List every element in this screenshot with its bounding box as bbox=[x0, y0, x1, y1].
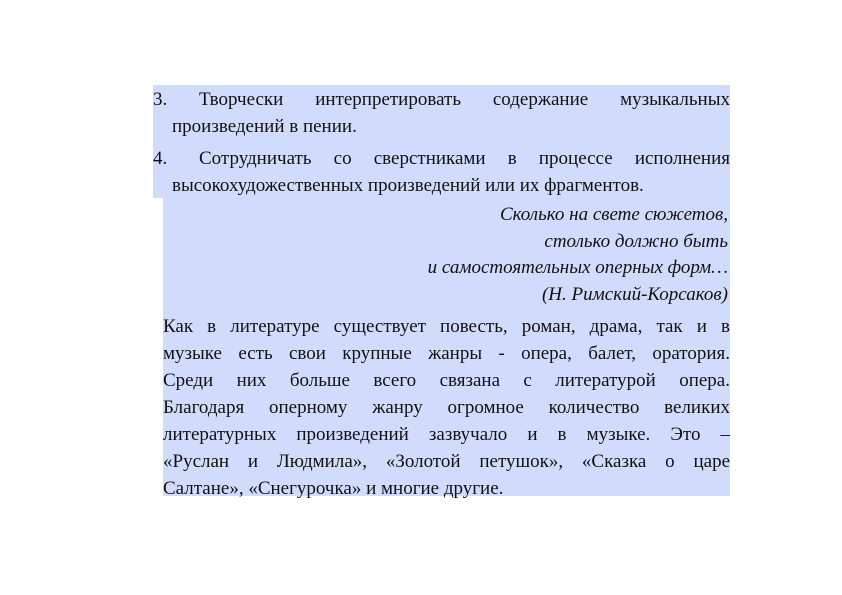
paragraph-line: Как в литературе существует повесть, роман, драма, так и в bbox=[163, 316, 730, 337]
list-text-line-1: Творчески интерпретировать содержание музыкальных bbox=[199, 89, 730, 110]
paragraph-line: «Руслан и Людмила», «Золотой петушок», «Сказка о царе bbox=[163, 451, 730, 472]
epigraph-line: столько должно быть bbox=[544, 230, 728, 252]
epigraph bbox=[163, 202, 728, 308]
epigraph-attribution: (Н. Римский-Корсаков) bbox=[541, 283, 728, 305]
list-number: 3. bbox=[153, 89, 168, 110]
list-text-line-1: Сотрудничать со сверстниками в процессе исполнения bbox=[199, 148, 730, 169]
list-item-first-line bbox=[153, 145, 730, 172]
list-number: 4. bbox=[153, 148, 168, 169]
list-item-3 bbox=[153, 86, 730, 140]
body-paragraph bbox=[163, 313, 730, 502]
list-item-4 bbox=[153, 145, 730, 199]
list-item-first-line bbox=[153, 86, 730, 113]
list-text-line-2: произведений в пении. bbox=[172, 116, 357, 137]
paragraph-line: литературных произведений зазвучало и в музыке. Это – bbox=[163, 424, 730, 445]
paragraph-line: Среди них больше всего связана с литературой опера. bbox=[163, 370, 730, 391]
epigraph-line: и самостоятельных оперных форм… bbox=[427, 257, 728, 278]
list-text-line-2: высокохудожественных произведений или их фрагментов. bbox=[172, 175, 644, 196]
paragraph-line: Салтане», «Снегурочка» и многие другие. bbox=[163, 478, 504, 499]
paragraph-line: музыке есть свои крупные жанры - опера, балет, оратория. bbox=[163, 343, 730, 364]
paragraph-line: Благодаря оперному жанру огромное количество великих bbox=[163, 397, 730, 418]
epigraph-line: Сколько на свете сюжетов, bbox=[499, 204, 728, 225]
